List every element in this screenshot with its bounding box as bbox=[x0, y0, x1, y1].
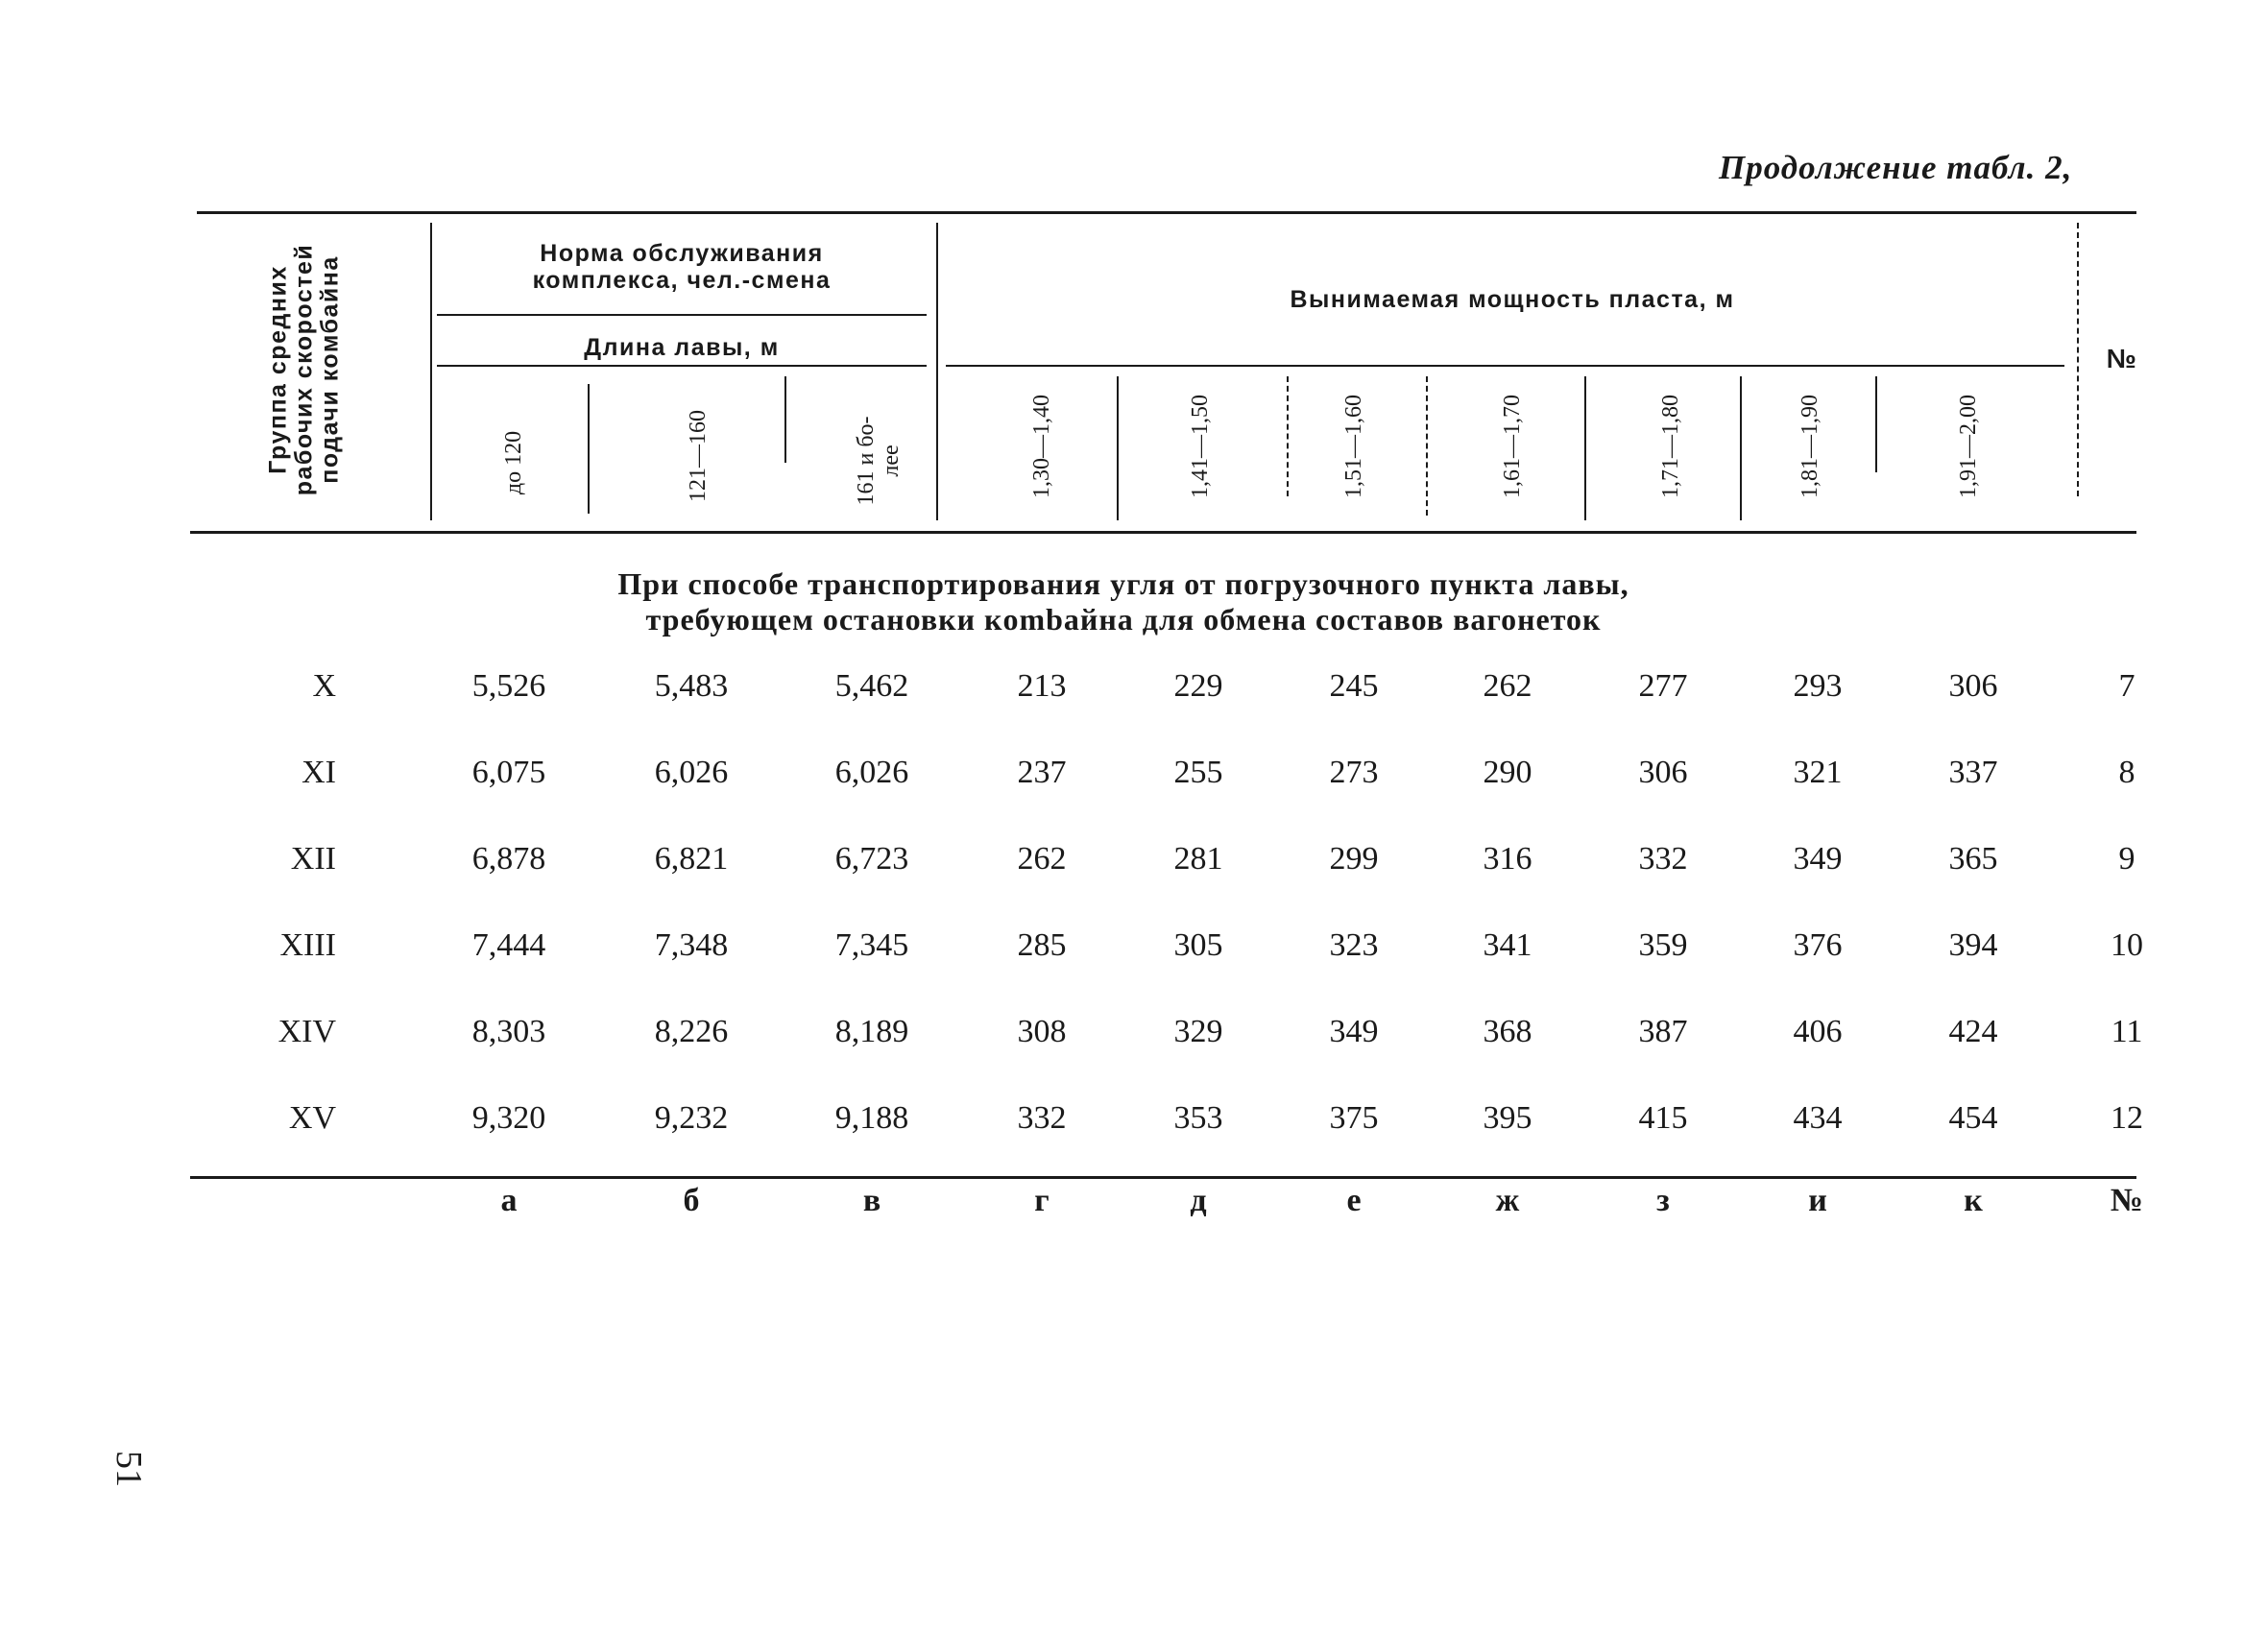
table-cell: 6,026 bbox=[834, 755, 909, 790]
table-cell: 277 bbox=[1638, 668, 1688, 704]
table-cell: 8,189 bbox=[834, 1014, 909, 1049]
row-group-label: XI bbox=[302, 755, 336, 790]
footer-letter: к bbox=[1964, 1183, 1983, 1218]
length-col-1: до 120 bbox=[501, 430, 526, 495]
table-cell: 5,462 bbox=[834, 668, 909, 704]
table-cell: 341 bbox=[1483, 927, 1532, 963]
table-cell: 7,444 bbox=[471, 927, 546, 963]
table-cell: 255 bbox=[1173, 755, 1223, 790]
row-number: 9 bbox=[2118, 841, 2135, 877]
table-cell: 299 bbox=[1329, 841, 1379, 877]
table-cell: 285 bbox=[1017, 927, 1067, 963]
thickness-col-6: 1,81—1,90 bbox=[1798, 395, 1822, 498]
group-column-header: Группа средних рабочих скоростей подачи комбайна bbox=[264, 243, 344, 496]
header-vline-t4 bbox=[1584, 376, 1586, 520]
row-number: 7 bbox=[2118, 668, 2135, 704]
table-cell: 213 bbox=[1017, 668, 1067, 704]
header-vline-norm bbox=[936, 223, 938, 520]
table-cell: 368 bbox=[1483, 1014, 1532, 1049]
table-cell: 7,345 bbox=[834, 927, 909, 963]
table-cell: 306 bbox=[1948, 668, 1998, 704]
page-number: 51 bbox=[109, 1451, 149, 1487]
footer-letter: г bbox=[1034, 1183, 1050, 1218]
thickness-col-4: 1,61—1,70 bbox=[1500, 395, 1525, 498]
table-cell: 229 bbox=[1173, 668, 1223, 704]
table-cell: 454 bbox=[1948, 1100, 1998, 1136]
thickness-divider-rule bbox=[946, 365, 2064, 367]
table-cell: 434 bbox=[1793, 1100, 1843, 1136]
header-vline-t5 bbox=[1740, 376, 1742, 520]
row-group-label: XIII bbox=[279, 927, 336, 963]
table-cell: 332 bbox=[1017, 1100, 1067, 1136]
table-cell: 394 bbox=[1948, 927, 1998, 963]
table-cell: 6,723 bbox=[834, 841, 909, 877]
table-cell: 6,821 bbox=[654, 841, 729, 877]
length-divider-rule bbox=[437, 365, 927, 367]
header-vline-t6 bbox=[1875, 376, 1877, 472]
table-cell: 323 bbox=[1329, 927, 1379, 963]
row-group-label: XII bbox=[290, 841, 336, 877]
table-cell: 308 bbox=[1017, 1014, 1067, 1049]
footer-letter: а bbox=[500, 1183, 518, 1218]
table-cell: 349 bbox=[1329, 1014, 1379, 1049]
table-cell: 329 bbox=[1173, 1014, 1223, 1049]
thickness-col-1: 1,30—1,40 bbox=[1029, 395, 1054, 498]
table-cell: 293 bbox=[1793, 668, 1843, 704]
header-vline-len1 bbox=[588, 384, 590, 514]
row-group-label: XIV bbox=[277, 1014, 336, 1049]
table-cell: 8,303 bbox=[471, 1014, 546, 1049]
thickness-col-2: 1,41—1,50 bbox=[1188, 395, 1213, 498]
footer-letter: е bbox=[1346, 1183, 1362, 1218]
length-header: Длина лавы, м bbox=[584, 334, 780, 361]
table-cell: 395 bbox=[1483, 1100, 1532, 1136]
length-col-2: 121—160 bbox=[686, 410, 711, 502]
norm-header: Норма обслуживания комплекса, чел.-смена bbox=[532, 240, 832, 294]
table-cell: 7,348 bbox=[654, 927, 729, 963]
table-cell: 305 bbox=[1173, 927, 1223, 963]
table-cell: 359 bbox=[1638, 927, 1688, 963]
table-cell: 281 bbox=[1173, 841, 1223, 877]
header-bottom-rule bbox=[190, 531, 2136, 534]
row-number: 10 bbox=[2111, 927, 2143, 963]
row-number: 11 bbox=[2111, 1014, 2143, 1049]
length-col-3: 161 и бо- лее bbox=[854, 416, 904, 506]
table-cell: 8,226 bbox=[654, 1014, 729, 1049]
header-vline-len2 bbox=[784, 376, 786, 463]
footer-letter: ж bbox=[1495, 1183, 1520, 1218]
table-cell: 316 bbox=[1483, 841, 1532, 877]
table-cell: 375 bbox=[1329, 1100, 1379, 1136]
thickness-col-5: 1,71—1,80 bbox=[1658, 395, 1683, 498]
footer-letter: д bbox=[1190, 1183, 1207, 1218]
row-number: 12 bbox=[2111, 1100, 2143, 1136]
table-cell: 306 bbox=[1638, 755, 1688, 790]
table-cell: 332 bbox=[1638, 841, 1688, 877]
row-group-label: X bbox=[312, 668, 336, 704]
table-cell: 353 bbox=[1173, 1100, 1223, 1136]
header-vline-t1 bbox=[1117, 376, 1119, 520]
header-vline-group bbox=[430, 223, 432, 520]
table-bottom-rule bbox=[190, 1176, 2136, 1179]
table-cell: 5,483 bbox=[654, 668, 729, 704]
table-cell: 9,232 bbox=[654, 1100, 729, 1136]
table-cell: 262 bbox=[1483, 668, 1532, 704]
footer-letter: б bbox=[683, 1183, 700, 1218]
thickness-col-7: 1,91—2,00 bbox=[1956, 395, 1981, 498]
table-cell: 376 bbox=[1793, 927, 1843, 963]
number-header: № bbox=[2106, 344, 2138, 373]
header-vline-t3 bbox=[1426, 376, 1428, 516]
table-cell: 337 bbox=[1948, 755, 1998, 790]
table-cell: 9,320 bbox=[471, 1100, 546, 1136]
table-cell: 5,526 bbox=[471, 668, 546, 704]
norm-divider-rule bbox=[437, 314, 927, 316]
footer-letter: в bbox=[862, 1183, 881, 1218]
header-vline-num bbox=[2077, 223, 2079, 496]
table-cell: 6,075 bbox=[471, 755, 546, 790]
thickness-col-3: 1,51—1,60 bbox=[1341, 395, 1366, 498]
header-top-rule bbox=[197, 211, 2136, 214]
table-cell: 321 bbox=[1793, 755, 1843, 790]
thickness-header: Вынимаемая мощность пласта, м bbox=[1290, 286, 1735, 313]
footer-letter: з bbox=[1656, 1183, 1670, 1218]
table-cell: 415 bbox=[1638, 1100, 1688, 1136]
table-cell: 273 bbox=[1329, 755, 1379, 790]
table-cell: 6,878 bbox=[471, 841, 546, 877]
table-cell: 365 bbox=[1948, 841, 1998, 877]
header-vline-t2 bbox=[1287, 376, 1289, 496]
table-cell: 245 bbox=[1329, 668, 1379, 704]
footer-letter: № bbox=[2110, 1183, 2144, 1218]
table-cell: 9,188 bbox=[834, 1100, 909, 1136]
footer-letter: и bbox=[1808, 1183, 1827, 1218]
table-cell: 262 bbox=[1017, 841, 1067, 877]
table-cell: 424 bbox=[1948, 1014, 1998, 1049]
table-cell: 387 bbox=[1638, 1014, 1688, 1049]
row-group-label: XV bbox=[288, 1100, 336, 1136]
table-cell: 6,026 bbox=[654, 755, 729, 790]
table-cell: 349 bbox=[1793, 841, 1843, 877]
table-cell: 290 bbox=[1483, 755, 1532, 790]
section-subtitle: При способе транспортирования угля от погрузочного пункта лавы, требующем остановки кombайна для обмена составов вагонеток bbox=[617, 566, 1629, 637]
table-caption: Продолжение табл. 2, bbox=[1719, 149, 2073, 186]
table-cell: 237 bbox=[1017, 755, 1067, 790]
table-cell: 406 bbox=[1793, 1014, 1843, 1049]
row-number: 8 bbox=[2118, 755, 2135, 790]
